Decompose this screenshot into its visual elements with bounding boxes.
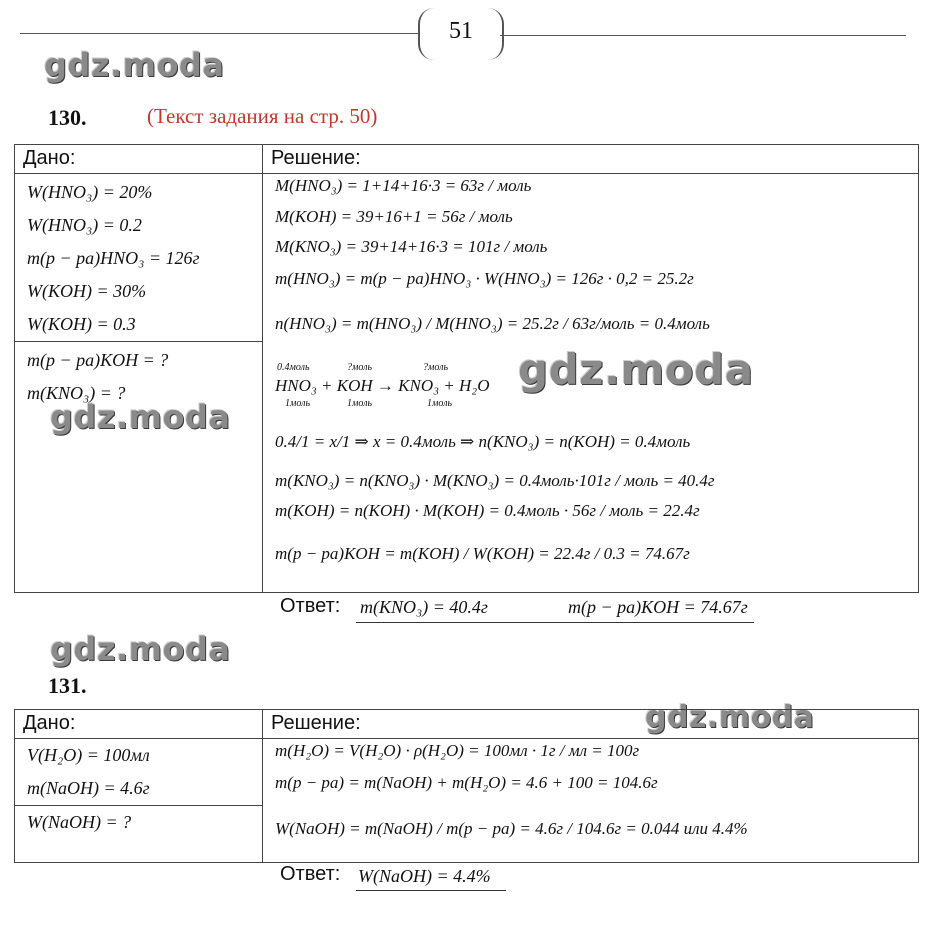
task-130-note: (Текст задания на стр. 50) <box>147 104 378 128</box>
task-130-number: 130. <box>48 105 87 130</box>
reaction-over-1: 0.4моль <box>277 362 310 373</box>
solution-line: m(p − pa) = m(NaOH) + m(H₂O) = 4.6 + 100 = 104.6г <box>275 773 658 792</box>
given-item: V(H₂O) = 100мл <box>27 745 150 765</box>
solution-line: W(NaOH) = m(NaOH) / m(p − pa) = 4.6г / 104.6г = 0.044 или 4.4% <box>275 819 748 838</box>
given-item: m(p − pa)HNO₃ = 126г <box>27 248 200 268</box>
task-130-table <box>14 144 919 593</box>
solution-line: 0.4/1 = x/1 ⇒ x = 0.4моль ⇒ n(KNO₃) = n(KOH) = 0.4моль <box>275 432 691 451</box>
find-cell <box>15 806 263 863</box>
given-item: W(KOH) = 30% <box>27 281 147 301</box>
task-130-answer-label: Ответ: <box>280 595 341 617</box>
task-131-number: 131. <box>48 673 87 698</box>
solution-line: m(KOH) = n(KOH) · M(KOH) = 0.4моль · 56г / моль = 22.4г <box>275 501 700 520</box>
header-rule-right <box>500 35 906 36</box>
solution-line: m(H₂O) = V(H₂O) · ρ(H₂O) = 100мл · 1г / мл = 100г <box>275 741 640 760</box>
solution-cell <box>263 739 919 863</box>
watermark-3: gdz.moda <box>518 345 754 394</box>
task-131-answer-underline <box>356 890 506 891</box>
page-number: 51 <box>418 8 504 60</box>
solution-line: m(HNO₃) = m(p − pa)HNO₃ · W(HNO₃) = 126г · 0,2 = 25.2г <box>275 269 694 288</box>
given-item: W(HNO₃) = 20% <box>27 182 153 202</box>
watermark-4: gdz.moda <box>50 630 231 668</box>
task-131-answer-label: Ответ: <box>280 863 341 885</box>
given-cell <box>15 174 263 342</box>
reaction-under-3: 1моль <box>427 398 453 409</box>
task-130-answer-underline <box>356 622 754 623</box>
solution-line: M(HNO₃) = 1+14+16·3 = 63г / моль <box>275 176 532 195</box>
reaction-over-2: ?моль <box>347 362 373 373</box>
task-131-answer-1: W(NaOH) = 4.4% <box>358 866 491 886</box>
solution-cell <box>263 174 919 593</box>
solution-line: M(KOH) = 39+16+1 = 56г / моль <box>275 207 513 226</box>
watermark-1: gdz.moda <box>44 46 225 84</box>
task-130-answer-2: m(p − pa)KOH = 74.67г <box>568 597 748 617</box>
header-rule-left <box>20 33 418 34</box>
task-131-table <box>14 709 919 863</box>
given-cell <box>15 739 263 806</box>
solution-header: Решение: <box>263 710 919 739</box>
find-cell <box>15 342 263 593</box>
watermark-2: gdz.moda <box>50 398 231 436</box>
reaction-over-3: ?моль <box>423 362 449 373</box>
given-header: Дано: <box>15 145 263 174</box>
given-item: m(NaOH) = 4.6г <box>27 778 150 798</box>
watermark-5: gdz.moda <box>645 700 815 735</box>
given-item: W(HNO₃) = 0.2 <box>27 215 142 235</box>
reaction-equation: HNO₃ + KOH → KNO₃ + H₂O <box>275 376 490 395</box>
reaction-under-2: 1моль <box>347 398 373 409</box>
find-item: W(NaOH) = ? <box>27 812 132 832</box>
task-130-answer-1: m(KNO₃) = 40.4г <box>360 597 488 617</box>
given-header: Дано: <box>15 710 263 739</box>
find-item: m(p − pa)KOH = ? <box>27 350 169 370</box>
find-item: m(KNO₃) = ? <box>27 383 126 403</box>
given-item: W(KOH) = 0.3 <box>27 314 136 334</box>
solution-line: m(KNO₃) = n(KNO₃) · M(KNO₃) = 0.4моль·101г / моль = 40.4г <box>275 471 715 490</box>
reaction-under-1: 1моль <box>285 398 311 409</box>
solution-header: Решение: <box>263 145 919 174</box>
solution-line: m(p − pa)KOH = m(KOH) / W(KOH) = 22.4г / 0.3 = 74.67г <box>275 544 690 563</box>
solution-line: n(HNO₃) = m(HNO₃) / M(HNO₃) = 25.2г / 63г/моль = 0.4моль <box>275 314 710 333</box>
solution-line: M(KNO₃) = 39+14+16·3 = 101г / моль <box>275 237 548 256</box>
